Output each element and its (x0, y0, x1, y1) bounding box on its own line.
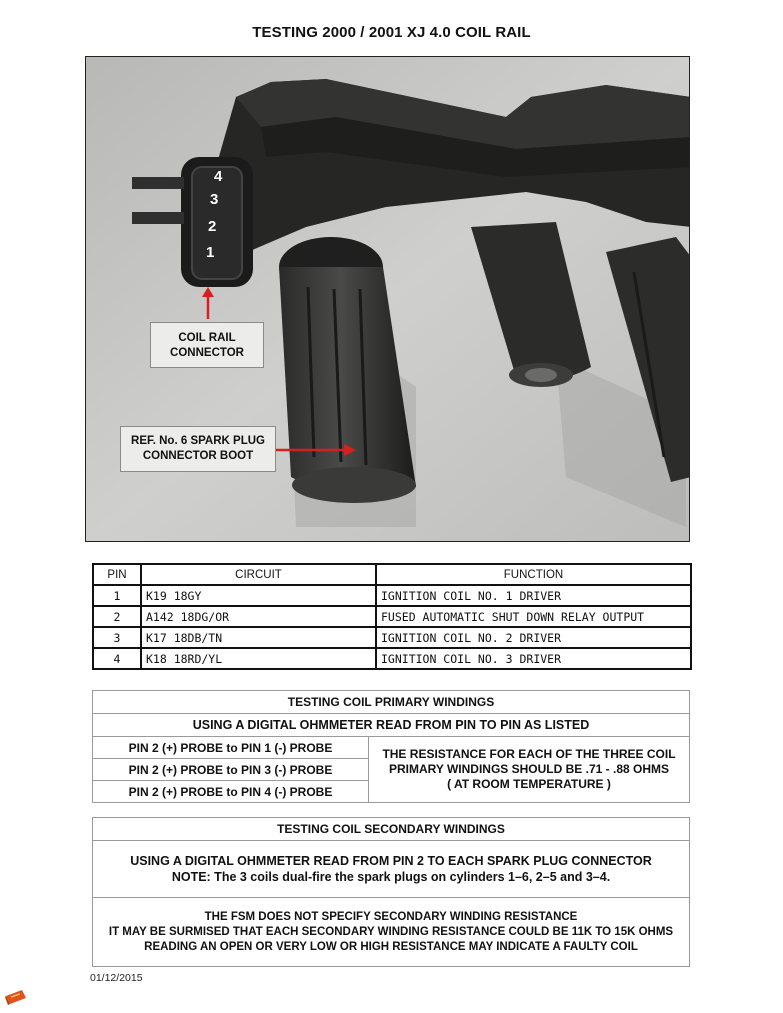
circuit-cell: K18 18RD/YL (141, 648, 376, 669)
callout-boot-line-1: REF. No. 6 SPARK PLUG (131, 435, 265, 447)
function-cell: IGNITION COIL NO. 3 DRIVER (376, 648, 691, 669)
resistance-line-3: ( AT ROOM TEMPERATURE ) (447, 777, 611, 791)
primary-subheading: USING A DIGITAL OHMMETER READ FROM PIN TO PIN AS LISTED (93, 714, 690, 737)
table-row (93, 627, 691, 648)
pin-label-4: 4 (214, 168, 223, 185)
pin-cell: 3 (93, 627, 141, 648)
coil-rail-photo (85, 56, 690, 542)
circuit-cell: K17 18DB/TN (141, 627, 376, 648)
callout-connector-line-2: CONNECTOR (170, 347, 244, 359)
pin-cell: 1 (93, 585, 141, 606)
header-function: FUNCTION (376, 564, 691, 585)
resistance-line-2: PRIMARY WINDINGS SHOULD BE .71 - .88 OHMS (388, 762, 670, 776)
table-row (93, 606, 691, 627)
probe-instruction: PIN 2 (+) PROBE to PIN 3 (-) PROBE (93, 759, 369, 781)
function-cell: IGNITION COIL NO. 2 DRIVER (376, 627, 691, 648)
function-cell: FUSED AUTOMATIC SHUT DOWN RELAY OUTPUT (376, 606, 691, 627)
circuit-cell: A142 18DG/OR (141, 606, 376, 627)
secondary-instructions (93, 841, 690, 898)
secondary-windings-table (92, 817, 690, 967)
table-row (93, 585, 691, 606)
circuit-cell: K19 18GY (141, 585, 376, 606)
primary-heading: TESTING COIL PRIMARY WINDINGS (93, 691, 690, 714)
probe-instruction: PIN 2 (+) PROBE to PIN 1 (-) PROBE (93, 737, 369, 759)
primary-windings-table (92, 690, 690, 803)
fsm-line-3: READING AN OPEN OR VERY LOW OR HIGH RESISTANCE MAY INDICATE A FAULTY COIL (144, 940, 638, 953)
table-row (93, 648, 691, 669)
spark-plug-boot-callout (120, 426, 276, 472)
secondary-note-line: NOTE: The 3 coils dual-fire the spark plugs on cylinders 1–6, 2–5 and 3–4. (171, 870, 611, 884)
probe-instruction: PIN 2 (+) PROBE to PIN 4 (-) PROBE (93, 781, 369, 803)
primary-resistance-spec (369, 737, 690, 803)
callout-boot-line-2: CONNECTOR BOOT (142, 450, 254, 462)
callout-connector-line-1: COIL RAIL (178, 332, 236, 344)
pdf-app-icon[interactable] (4, 988, 28, 1006)
document-date: 01/12/2015 (90, 972, 143, 984)
pin-cell: 2 (93, 606, 141, 627)
resistance-line-1: THE RESISTANCE FOR EACH OF THE THREE COIL (382, 747, 676, 761)
fsm-note (93, 898, 690, 967)
pin-table-header-row (93, 564, 691, 585)
secondary-instruction-line: USING A DIGITAL OHMMETER READ FROM PIN 2 TO EACH SPARK PLUG CONNECTOR (130, 854, 652, 868)
function-cell: IGNITION COIL NO. 1 DRIVER (376, 585, 691, 606)
fsm-line-1: THE FSM DOES NOT SPECIFY SECONDARY WINDING RESISTANCE (204, 910, 578, 923)
coil-rail-connector-callout (150, 322, 264, 368)
secondary-heading: TESTING COIL SECONDARY WINDINGS (93, 818, 690, 841)
header-circuit: CIRCUIT (141, 564, 376, 585)
fsm-line-2: IT MAY BE SURMISED THAT EACH SECONDARY WINDING RESISTANCE COULD BE 11K TO 15K OHMS (108, 925, 674, 938)
pin-label-3: 3 (210, 191, 219, 208)
page-title: TESTING 2000 / 2001 XJ 4.0 COIL RAIL (252, 24, 531, 41)
pin-circuit-table (92, 563, 692, 670)
pin-label-2: 2 (208, 218, 217, 235)
header-pin: PIN (93, 564, 141, 585)
pin-label-1: 1 (206, 244, 215, 261)
pin-cell: 4 (93, 648, 141, 669)
